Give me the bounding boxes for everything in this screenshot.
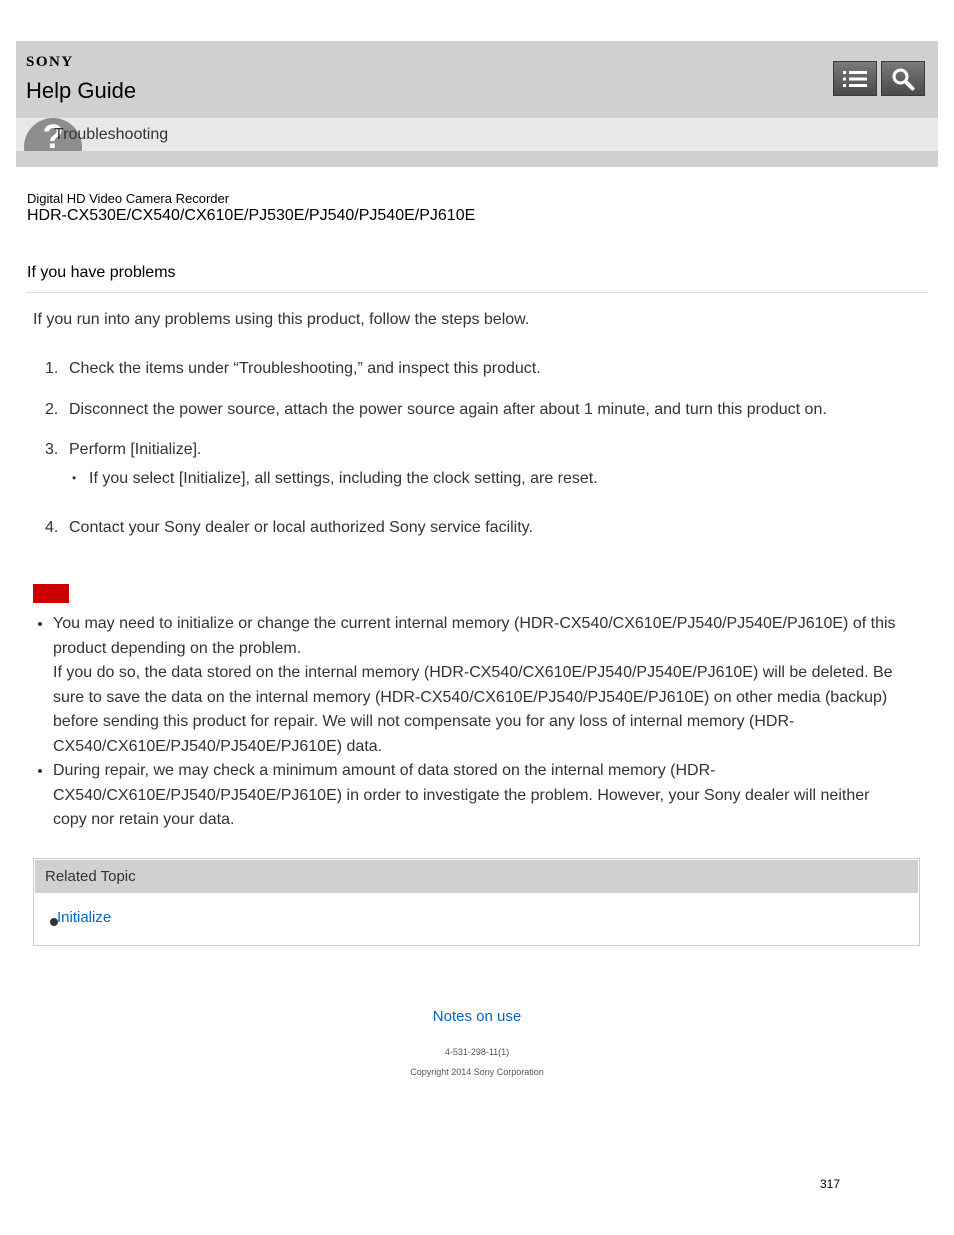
- page-title: If you have problems: [27, 264, 176, 281]
- title-divider: [26, 292, 928, 293]
- note-text: If you do so, the data stored on the internal memory (HDR-CX540/CX610E/PJ540/PJ540E/PJ610E) will be deleted. Be sure to save the data on the internal memory (HDR-CX540/CX610E/PJ540/PJ540E/PJ610E) on other media (backup) before sending this product for repair. We will not compensate you for any loss of internal memory (HDR-CX540/CX610E/PJ540/PJ540E/PJ610E) data.: [53, 664, 893, 755]
- document-number: 4-531-298-11(1): [444, 1047, 510, 1057]
- step-1: [45, 360, 541, 378]
- notes-list: [33, 612, 903, 833]
- step-text: Perform [Initialize].: [69, 441, 202, 458]
- question-glyph: ?: [42, 118, 64, 151]
- note-text: You may need to initialize or change the current internal memory (HDR-CX540/CX610E/PJ540/PJ540E/PJ610E) of this product depending on the problem.: [53, 615, 896, 657]
- product-model: HDR-CX530E/CX540/CX610E/PJ530E/PJ540/PJ540E/PJ610E: [27, 207, 476, 224]
- copyright: Copyright 2014 Sony Corporation: [410, 1067, 544, 1077]
- related-topic-header: [35, 860, 918, 893]
- step-number: 4.: [45, 519, 59, 536]
- step-number: 2.: [45, 401, 59, 418]
- step-text: Contact your Sony dealer or local authorized Sony service facility.: [69, 519, 533, 536]
- note-item: [53, 759, 903, 833]
- sony-logo: SONY: [26, 54, 74, 70]
- bullet-icon: •: [72, 471, 77, 485]
- related-topic-box: [33, 858, 920, 946]
- step-number: 1.: [45, 360, 59, 377]
- note-icon: [33, 584, 69, 603]
- note-item: [53, 612, 903, 759]
- list-icon: [842, 69, 868, 89]
- help-guide-title[interactable]: Help Guide: [26, 78, 137, 103]
- initialize-link[interactable]: Initialize: [57, 909, 112, 926]
- breadcrumb-label[interactable]: Troubleshooting: [54, 126, 169, 143]
- notes-on-use-link: [0, 1008, 954, 1025]
- step-text: Disconnect the power source, attach the power source again after about 1 minute, and turn this product on.: [69, 401, 827, 418]
- sub-item-text: If you select [Initialize], all settings, including the clock setting, are reset.: [89, 470, 598, 487]
- step-3-sub-item: [72, 470, 598, 488]
- step-text: Check the items under “Troubleshooting,” and inspect this product.: [69, 360, 541, 377]
- step-2: [45, 401, 827, 419]
- product-type: Digital HD Video Camera Recorder: [27, 191, 230, 206]
- notes-on-use-link-text[interactable]: Notes on use: [432, 1008, 522, 1025]
- header: [16, 41, 938, 167]
- breadcrumb: [16, 118, 938, 151]
- toc-button[interactable]: [833, 61, 877, 96]
- page-number: 317: [820, 1177, 841, 1191]
- note-text: During repair, we may check a minimum amount of data stored on the internal memory (HDR-CX540/CX610E/PJ540/PJ540E/PJ610E) in order to investigate the problem. However, your Sony dealer will neither copy nor retain your data.: [53, 762, 870, 828]
- step-4: [45, 519, 533, 537]
- step-3: [45, 441, 201, 459]
- intro-text: If you run into any problems using this product, follow the steps below.: [33, 311, 530, 328]
- search-button[interactable]: [881, 61, 925, 96]
- related-topic-heading: Related Topic: [45, 868, 136, 885]
- step-number: 3.: [45, 441, 59, 458]
- search-icon: [891, 67, 915, 91]
